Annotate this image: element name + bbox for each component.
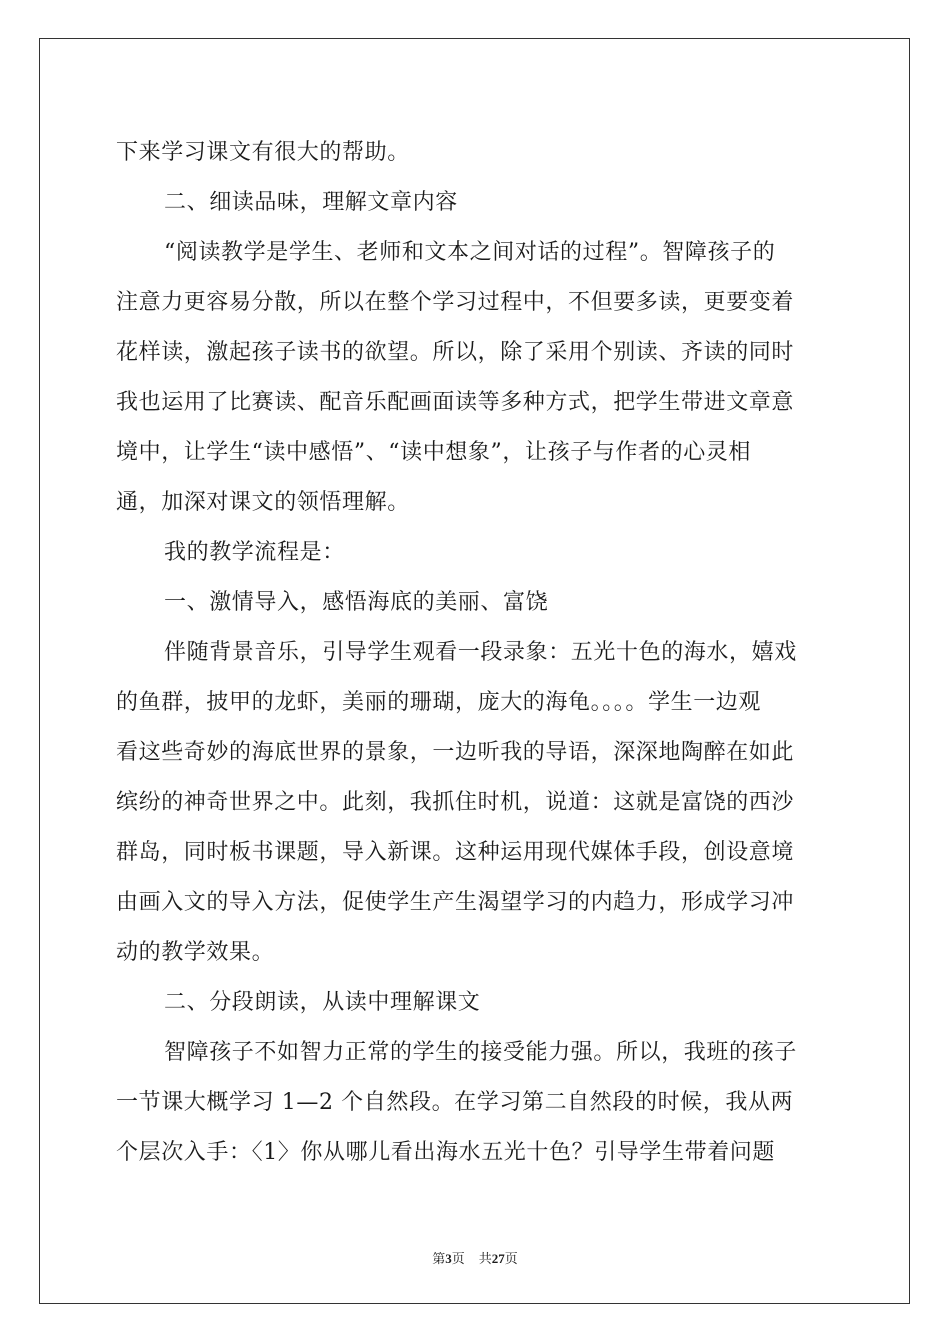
text-line: 看这些奇妙的海底世界的景象，一边听我的导语，深深地陶醉在如此 xyxy=(116,740,795,765)
total-suffix: 页 xyxy=(504,1251,518,1266)
text-line: 伴随背景音乐，引导学生观看一段录象：五光十色的海水，嬉戏 xyxy=(164,640,797,665)
text-line: 境中，让学生“读中感悟”、“读中想象”，让孩子与作者的心灵相 xyxy=(116,440,751,465)
text-line: 动的教学效果。 xyxy=(116,940,275,965)
text-line: “阅读教学是学生、老师和文本之间对话的过程”。智障孩子的 xyxy=(164,240,776,265)
section-heading: 一、激情导入，感悟海底的美丽、富饶 xyxy=(164,590,549,615)
document-body xyxy=(116,128,836,1178)
text-line: 个层次入手：〈1〉你从哪儿看出海水五光十色？引导学生带着问题 xyxy=(116,1140,775,1165)
page-footer xyxy=(0,1248,950,1267)
text-line: 花样读，激起孩子读书的欲望。所以，除了采用个别读、齐读的同时 xyxy=(116,340,795,365)
page-suffix: 页 xyxy=(451,1251,465,1266)
page-number: 3 xyxy=(445,1251,452,1266)
text-line: 下来学习课文有很大的帮助。 xyxy=(116,140,410,165)
section-heading: 二、分段朗读，从读中理解课文 xyxy=(164,990,481,1015)
text-line: 的鱼群，披甲的龙虾，美丽的珊瑚，庞大的海龟。。。。学生一边观 xyxy=(116,690,762,715)
text-line: 群岛，同时板书课题，导入新课。这种运用现代媒体手段，创设意境 xyxy=(116,840,795,865)
text-line: 智障孩子不如智力正常的学生的接受能力强。所以，我班的孩子 xyxy=(164,1040,797,1065)
text-line: 一节课大概学习 1—2 个自然段。在学习第二自然段的时候，我从两 xyxy=(116,1090,794,1115)
page-prefix: 第 xyxy=(432,1251,446,1266)
text-line: 我也运用了比赛读、配音乐配画面读等多种方式，把学生带进文章意 xyxy=(116,390,795,415)
text-line: 缤纷的神奇世界之中。此刻，我抓住时机，说道：这就是富饶的西沙 xyxy=(116,790,795,815)
section-heading: 二、细读品味，理解文章内容 xyxy=(164,190,458,215)
total-pages: 27 xyxy=(491,1251,505,1266)
text-line: 通，加深对课文的领悟理解。 xyxy=(116,490,410,515)
text-line: 注意力更容易分散，所以在整个学习过程中，不但要多读，更要变着 xyxy=(116,290,795,315)
text-line: 我的教学流程是： xyxy=(164,540,345,565)
total-prefix: 共 xyxy=(478,1251,492,1266)
text-line: 由画入文的导入方法，促使学生产生渴望学习的内趋力，形成学习冲 xyxy=(116,890,795,915)
